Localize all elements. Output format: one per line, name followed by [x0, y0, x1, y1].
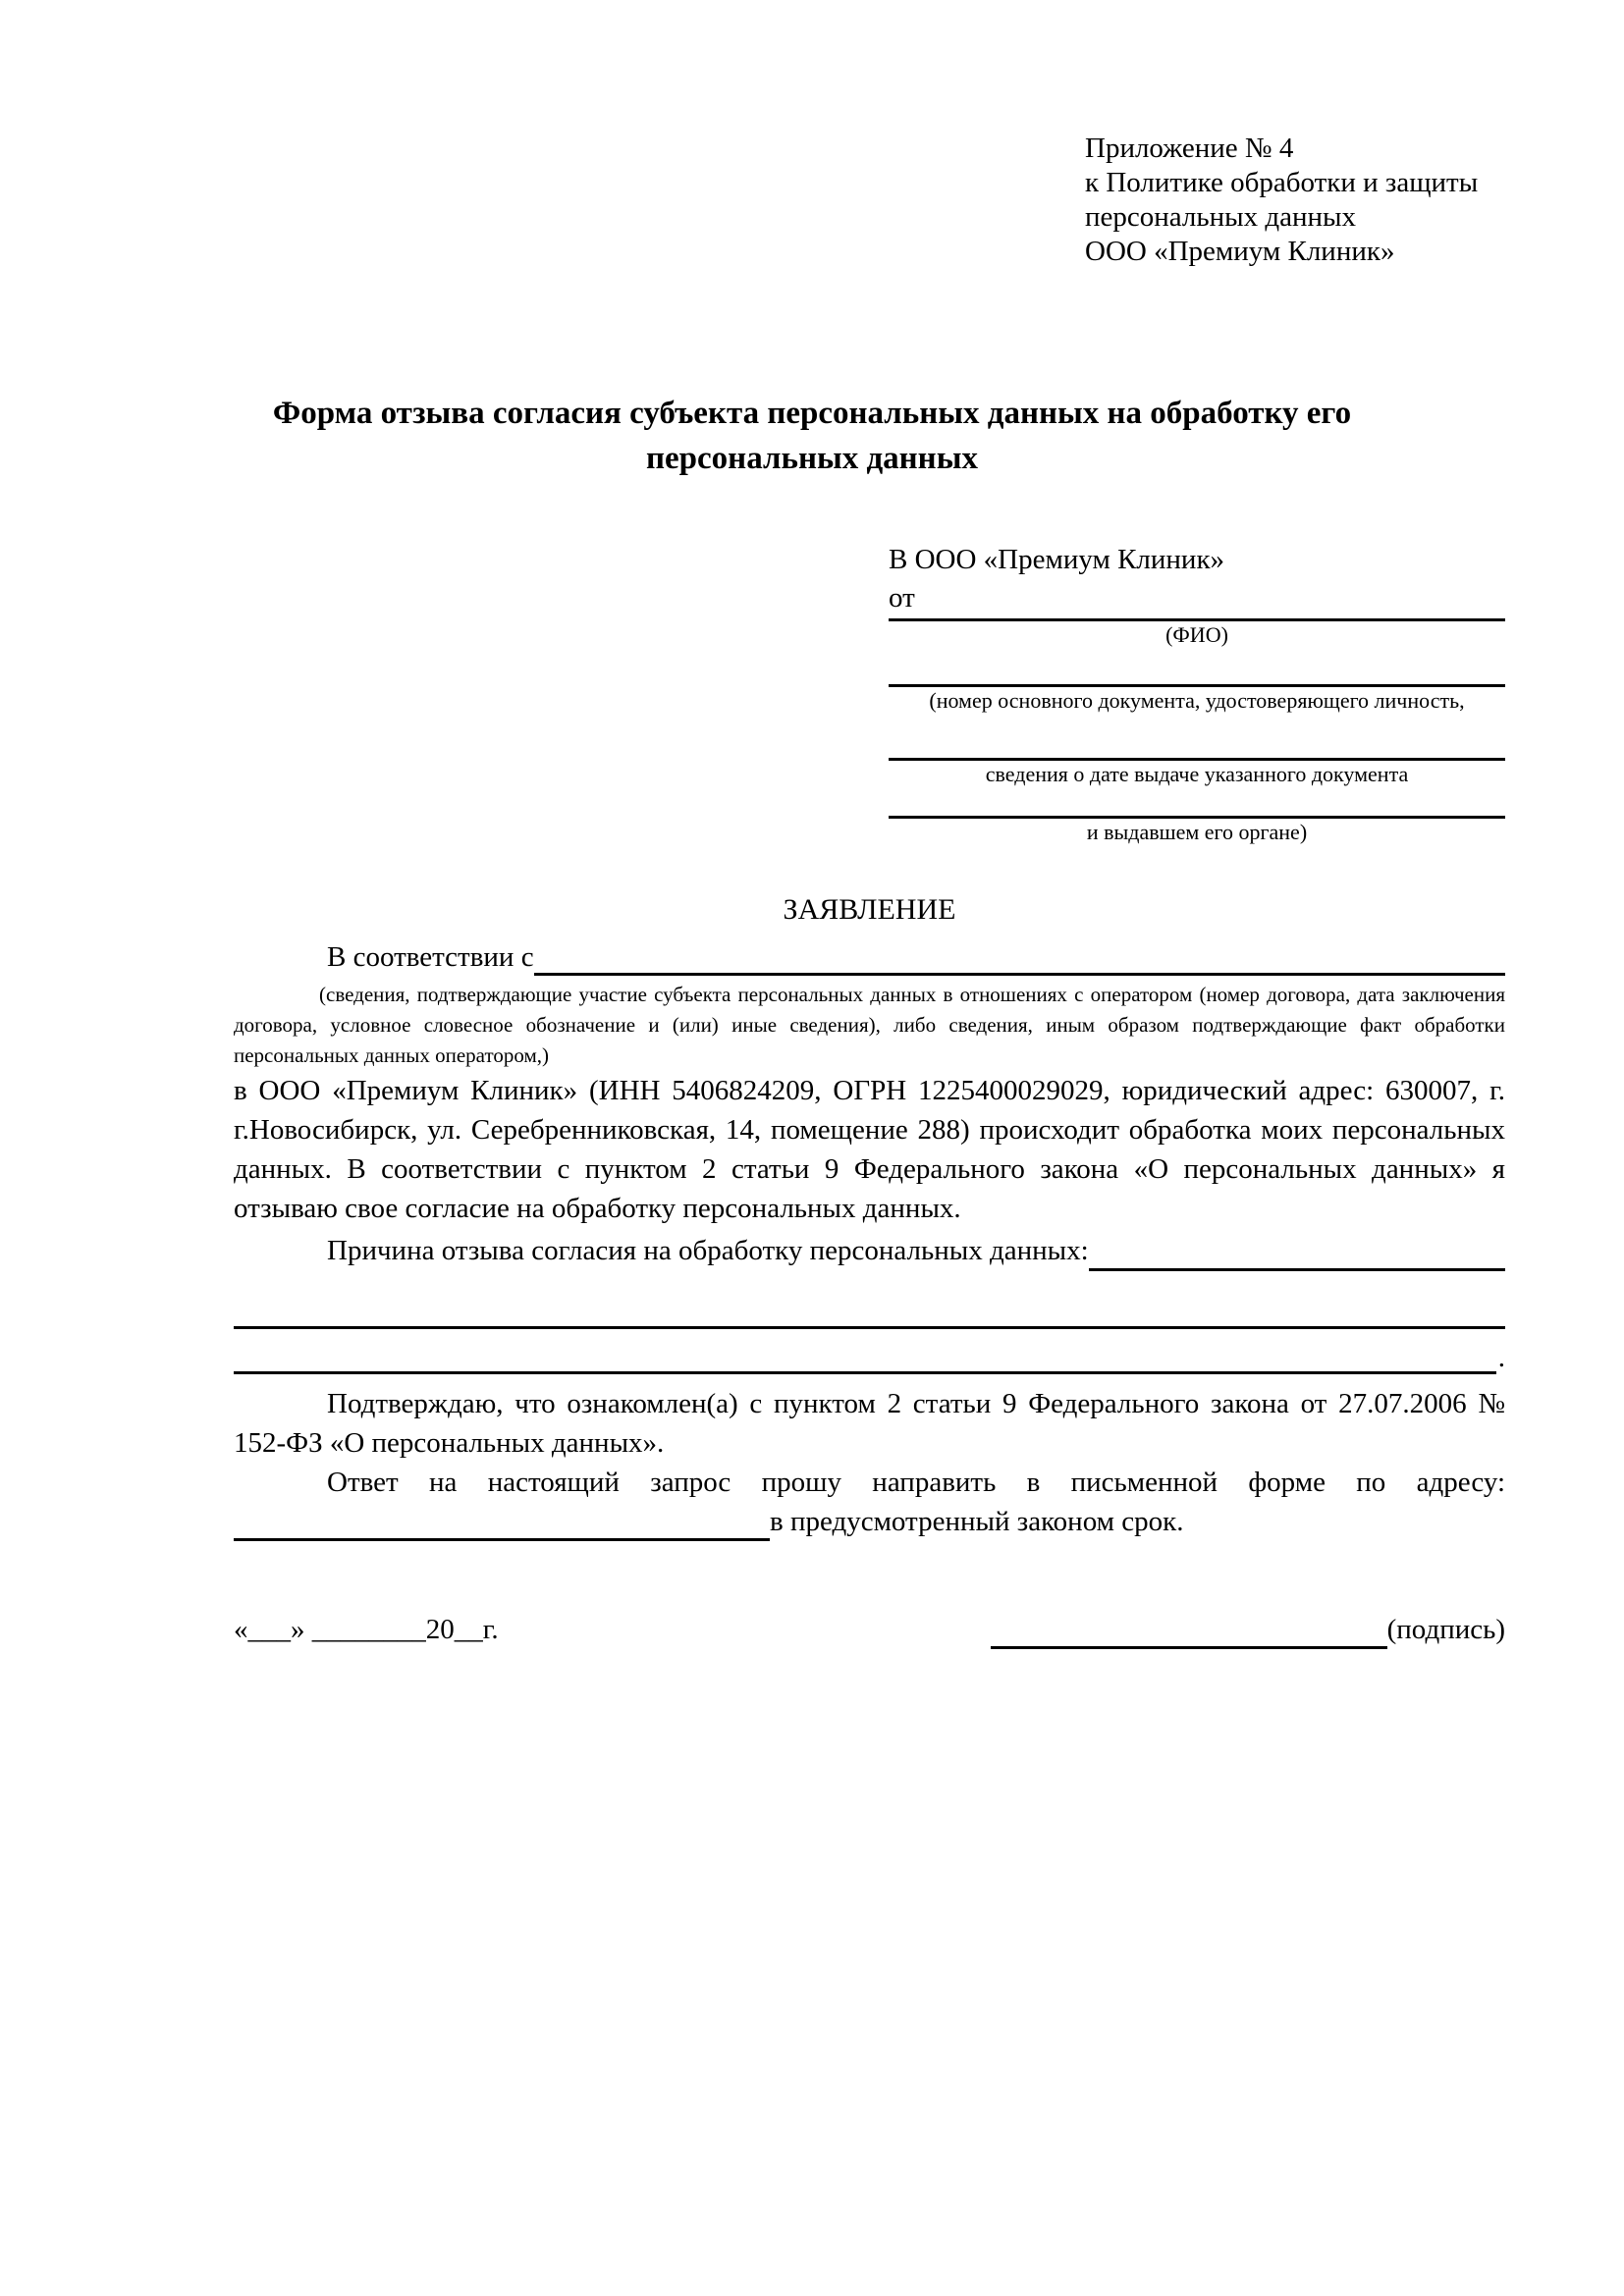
- reason-fill-line: [1089, 1230, 1505, 1271]
- document-number-line: [889, 649, 1505, 687]
- footer-row: [234, 1610, 1505, 1649]
- accordance-note: (сведения, подтверждающие участие субъекта персональных данных в отношениях с оператором (номер договора, дата заключения договора, условное словесное обозначение и (или) иные сведения), либо сведения, иным образом подтверждающие факт обработки персональных данных оператором,): [234, 983, 1505, 1067]
- issue-date-caption: сведения о дате выдаче указанного документа: [985, 762, 1409, 786]
- issue-authority-caption: и выдавшем его органе): [1086, 820, 1308, 844]
- addressee-block: [889, 540, 1505, 846]
- statement-heading: ЗАЯВЛЕНИЕ: [783, 893, 956, 926]
- signature-line: [991, 1613, 1387, 1649]
- body-paragraph: в ООО «Премиум Клиник» (ИНН 5406824209, ОГРН 1225400029029, юридический адрес: 630007, г. г.Новосибирск, ул. Серебренниковская, 14, помещение 288) происходит обработка моих персональных данных. В соответствии с пунктом 2 статьи 9 Федерального закона «О персональных данных» я отзываю свое согласие на обработку персональных данных.: [234, 1075, 1505, 1224]
- date-line: «___» ________20__г.: [234, 1614, 499, 1645]
- issue-authority-line: [889, 788, 1505, 819]
- accordance-lead: В соответствии с: [327, 941, 534, 973]
- signature-caption: (подпись): [1386, 1614, 1505, 1645]
- appendix-line: к Политике обработки и защиты: [1085, 167, 1479, 198]
- accordance-fill-line: [534, 938, 1505, 976]
- fio-caption: (ФИО): [1165, 622, 1228, 647]
- reply-paragraph: Ответ на настоящий запрос прошу направить в письменной форме по адресу:: [327, 1467, 1505, 1498]
- appendix-line: Приложение № 4: [1085, 133, 1294, 164]
- accordance-line: [234, 938, 1505, 976]
- appendix-block: [1085, 132, 1478, 269]
- reason-lead: Причина отзыва согласия на обработку персональных данных:: [327, 1235, 1089, 1266]
- signature-group: [991, 1610, 1505, 1649]
- reason-blank-line-1: [234, 1271, 1505, 1329]
- reply-tail: в предусмотренный законом срок.: [770, 1506, 1184, 1537]
- issue-date-line: [889, 715, 1505, 761]
- appendix-line: ООО «Премиум Клиник»: [1085, 236, 1395, 267]
- addressee-to: В ООО «Премиум Клиник»: [889, 544, 1225, 575]
- reply-address-row: [234, 1502, 1505, 1541]
- reason-period: .: [1497, 1342, 1505, 1373]
- reason-blank-line-2-rule: [234, 1329, 1496, 1374]
- addressee-from: от: [889, 582, 915, 614]
- statement-body: [234, 889, 1505, 1649]
- reason-blank-line-2: [234, 1329, 1505, 1374]
- form-title: Форма отзыва согласия субъекта персональных данных на обработку его персональных данных: [272, 396, 1352, 476]
- reply-address-line: [234, 1503, 770, 1541]
- form-title-wrap: [0, 391, 1624, 481]
- appendix-line: персональных данных: [1085, 201, 1357, 233]
- document-number-caption: (номер основного документа, удостоверяющего личность,: [929, 688, 1465, 713]
- confirm-paragraph: Подтверждаю, что ознакомлен(а) с пунктом 2 статьи 9 Федерального закона от 27.07.2006 № 152-ФЗ «О персональных данных».: [234, 1388, 1505, 1459]
- reason-line: [234, 1230, 1505, 1271]
